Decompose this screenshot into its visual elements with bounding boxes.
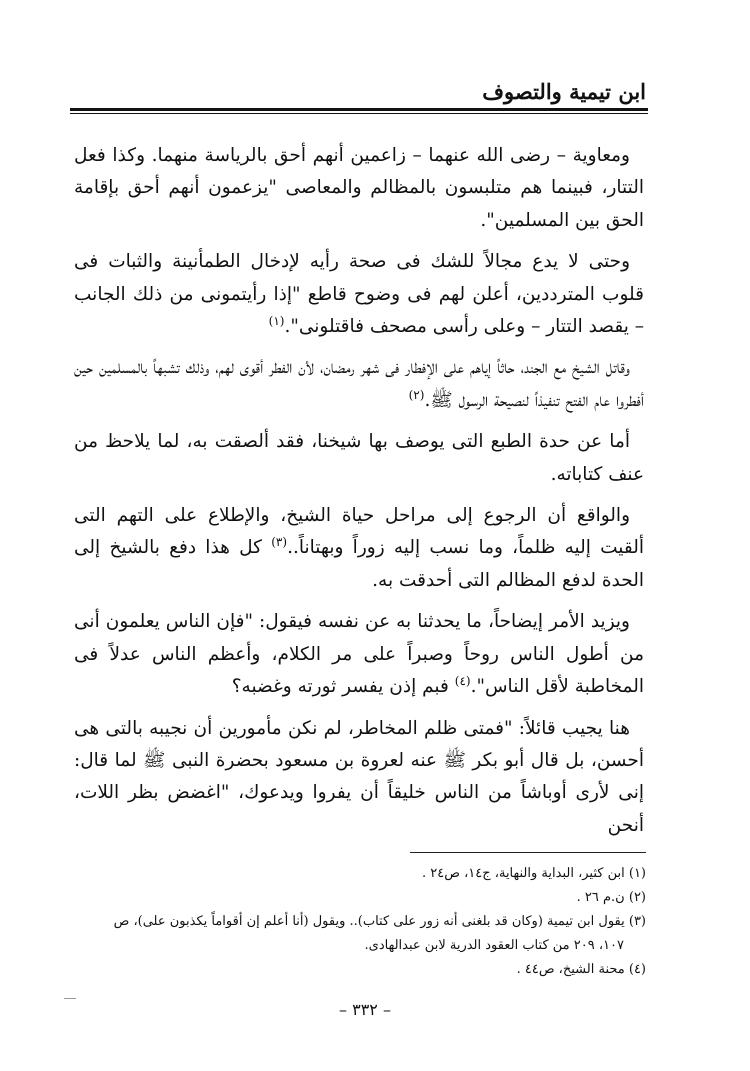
paragraph-text-continued: كل هذا دفع بالشيخ إلى الحدة لدفع المظالم التى أحدقت به. [74, 537, 644, 591]
paragraph-text: وحتى لا يدع مجالاً للشك فى صحة رأيه لإدخال الطمأنينة والثبات فى قلوب المترددين، أعلن لهم فى وضوح قاطع "إذا رأيتمونى من ذلك الجانب – يقصد التتار – وعلى رأسى مصحف فاقتلونى". [74, 251, 644, 338]
paragraph [74, 426, 644, 491]
footnote: (٢) ن.م ٢٦ . [576, 890, 646, 905]
paragraph-text: ويزيد الأمر إيضاحاً، ما يحدثنا به عن نفسه فيقول: "فإن الناس يعلمون أنى من أطول الناس روحاً وصبراً على مر الكلام، وأعظم الناس عدلاً فى المخاطبة لأقل الناس". [74, 611, 644, 698]
footnotes [74, 862, 646, 982]
paragraph [74, 713, 644, 843]
footnote: (٣) يقول ابن تيمية (وكان قد بلغنى أنه زور على كتاب).. ويقول (أنا أعلم إن أقواماً يكذبون على)، ص [113, 914, 646, 929]
scan-mark [64, 998, 76, 999]
footnote: (١) ابن كثير، البداية والنهاية، ج١٤، ص٢٤ . [422, 866, 646, 881]
running-header: ابن تيمية والتصوف [482, 79, 646, 104]
page-number: – ٣٣٢ – [339, 1000, 391, 1019]
paragraph [74, 140, 644, 237]
paragraph [74, 246, 644, 343]
paragraph-text: والواقع أن الرجوع إلى مراحل حياة الشيخ، والإطلاع على التهم التى ألقيت إليه ظلماً، وما نسب إليه زوراً وبهتاناً.. [74, 505, 644, 559]
footnote-ref: (٤) [454, 673, 471, 688]
paragraph-text: أما عن حدة الطبع التى يوصف بها شيخنا، فقد ألصقت به، لما يلاحظ من عنف كتاباته. [74, 431, 644, 485]
paragraph-text-continued: فبم إذن يفسر ثورته وغضبه؟ [231, 676, 449, 698]
paragraph [74, 500, 644, 597]
paragraph-text: هنا يجيب قائلاً: "فمتى ظلم المخاطر، لم نكن مأمورين أن نجيبه بالتى هى أحسن، بل قال أبو بكر ﷺ عنه لعروة بن مسعود بحضرة النبى ﷺ لما قال: إنى لأرى أوباشاً من الناس خليقاً أن يفروا ويدعوك، "اغضض بظر اللات، أنحن [74, 717, 644, 836]
footnote-ref: (١) [268, 313, 285, 328]
paragraph-text: وقاتل الشيخ مع الجند، حاثاً إياهم على الإفطار فى شهر رمضان، لأن الفطر أقوى لهم، وذلك تشبهاً بالمسلمين حين أفطروا عام الفتح تنفيذاً لنصيحة الرسول ﷺ. [74, 357, 644, 411]
paragraph [74, 606, 644, 703]
main-text [74, 140, 644, 851]
paragraph-text: ومعاوية – رضى الله عنهما – زاعمين أنهم أحق بالرياسة منهما. وكذا فعل التتار، فبينما هم متلبسون بالمظالم والمعاصى "يزعمون أنهم أحق بإقامة الحق بين المسلمين". [74, 145, 644, 231]
footnote-continuation: ١٠٧، ٢٠٩ من كتاب العقود الدرية لابن عبدالهادى. [364, 938, 624, 953]
header-rule-thin [70, 113, 648, 114]
footnote-divider [410, 852, 646, 853]
footnote-ref: (٢) [408, 387, 425, 402]
header-rule [70, 108, 648, 111]
footnote-ref: (٣) [271, 535, 288, 550]
paragraph [74, 352, 644, 417]
footnote: (٤) محنة الشيخ، ص٤٤ . [516, 962, 646, 977]
